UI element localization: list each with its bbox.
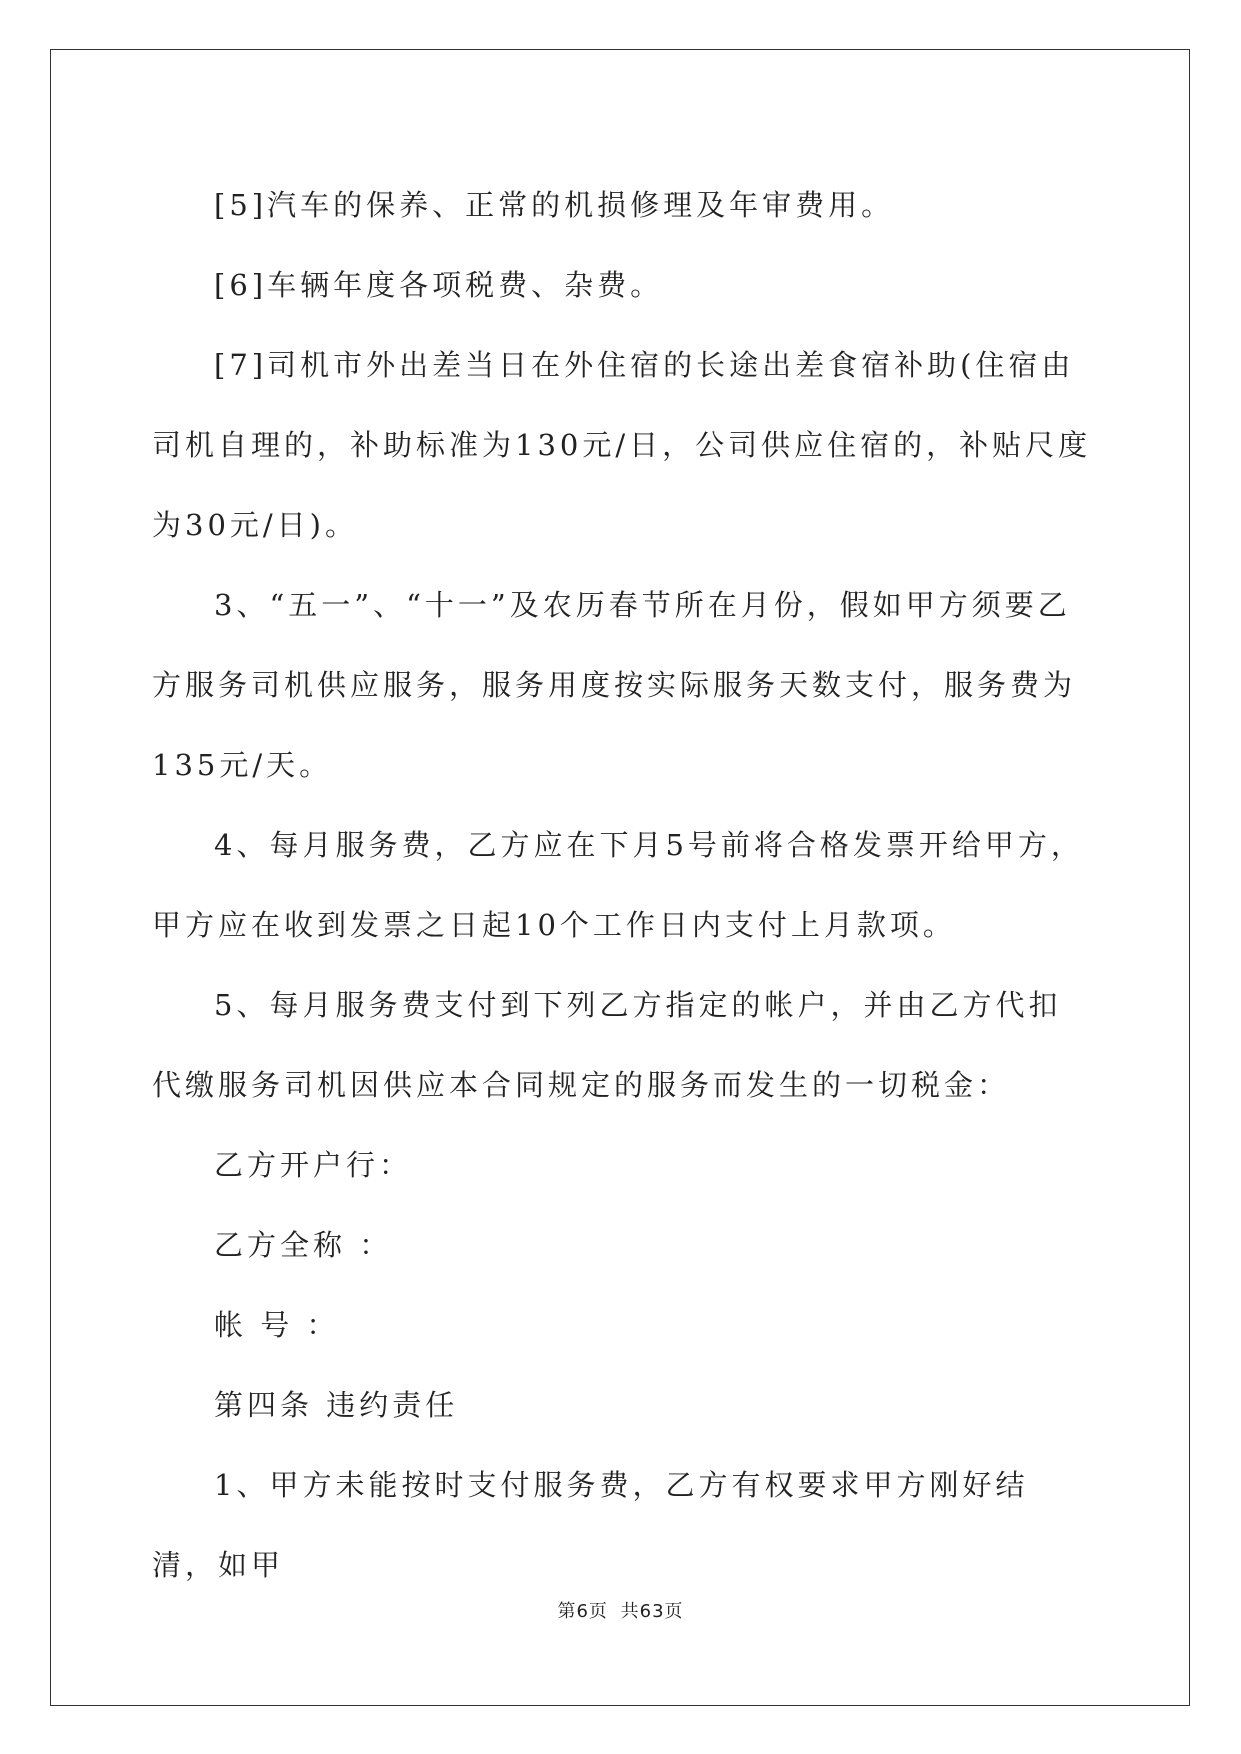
page-footer [0, 1597, 1241, 1623]
document-body [152, 165, 1092, 1605]
paragraph: 乙方全称 ： [214, 1228, 393, 1262]
paragraph: 1、甲方未能按时支付服务费，乙方有权要求甲方刚好结清，如甲 [152, 1468, 1029, 1582]
paragraph: [7]司机市外出差当日在外住宿的长途出差食宿补助(住宿由司机自理的，补助标准为130元/日，公司供应住宿的，补贴尺度为30元/日)。 [152, 348, 1092, 542]
page-number: 第6页 [557, 1601, 608, 1622]
paragraph: 5、每月服务费支付到下列乙方指定的帐户，并由乙方代扣代缴服务司机因供应本合同规定的服务而发生的一切税金： [152, 988, 1062, 1102]
paragraph: 帐 号 ： [214, 1308, 340, 1342]
paragraph: [6]车辆年度各项税费、杂费。 [214, 268, 664, 302]
paragraph: 乙方开户行： [214, 1148, 413, 1182]
paragraph: 3、“五一”、“十一”及农历春节所在月份，假如甲方须要乙方服务司机供应服务，服务用度按实际服务天数支付，服务费为135元/天。 [152, 588, 1077, 782]
section-heading: 第四条 违约责任 [214, 1388, 459, 1422]
paragraph: 4、每月服务费，乙方应在下月5号前将合格发票开给甲方，甲方应在收到发票之日起10个工作日内支付上月款项。 [152, 828, 1084, 942]
paragraph: [5]汽车的保养、正常的机损修理及年审费用。 [214, 188, 895, 222]
page-total: 共63页 [620, 1601, 684, 1622]
